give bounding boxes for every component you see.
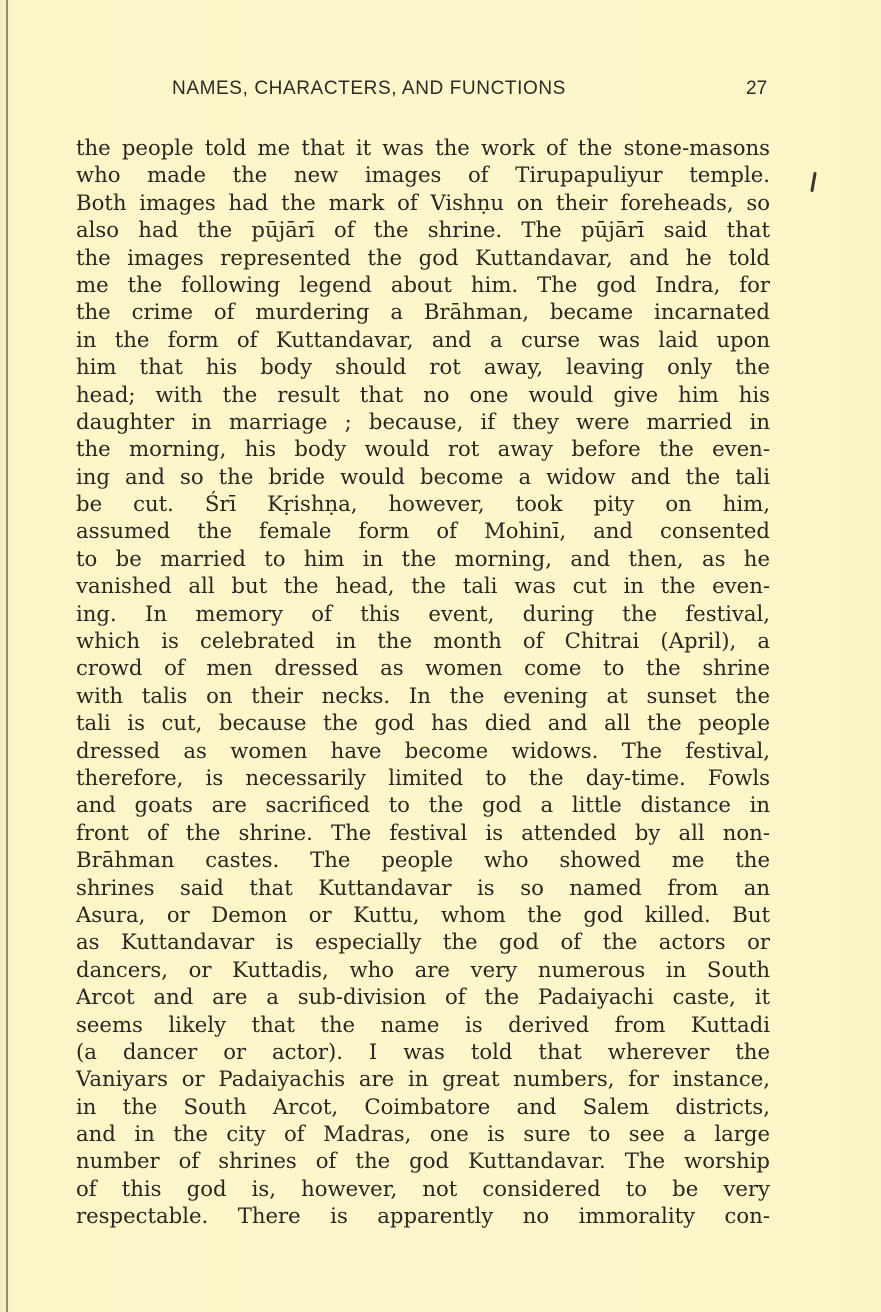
text-line: Asura, or Demon or Kuttu, whom the god killed. But xyxy=(76,901,770,927)
text-line: Vaniyars or Padaiyachis are in great numbers, for instance, xyxy=(76,1066,770,1092)
text-line: ing. In memory of this event, during the festival, xyxy=(76,600,770,626)
text-line: which is celebrated in the month of Chitrai (April), a xyxy=(76,628,770,654)
text-line: vanished all but the head, the tali was cut in the even- xyxy=(76,573,770,599)
text-line: be cut. Śrī Kṛishṇa, however, took pity on him, xyxy=(76,491,770,517)
body-text xyxy=(76,134,770,1230)
text-line: and goats are sacrificed to the god a little distance in xyxy=(76,792,770,818)
text-line: seems likely that the name is derived from Kuttadi xyxy=(76,1011,770,1037)
text-line: ing and so the bride would become a widow and the tali xyxy=(76,463,770,489)
text-line: me the following legend about him. The god Indra, for xyxy=(76,271,770,297)
text-line: tali is cut, because the god has died and all the people xyxy=(76,710,770,736)
text-line: (a dancer or actor). I was told that wherever the xyxy=(76,1038,770,1064)
text-line: the morning, his body would rot away before the even- xyxy=(76,436,770,462)
running-header xyxy=(0,78,881,108)
text-line: Both images had the mark of Vishṇu on their foreheads, so xyxy=(76,189,770,215)
text-line: to be married to him in the morning, and then, as he xyxy=(76,545,770,571)
text-line: crowd of men dressed as women come to the shrine xyxy=(76,655,770,681)
text-line: Brāhman castes. The people who showed me the xyxy=(76,847,770,873)
text-line: with talis on their necks. In the evening at sunset the xyxy=(76,682,770,708)
text-line: dancers, or Kuttadis, who are very numerous in South xyxy=(76,956,770,982)
text-line: of this god is, however, not considered to be very xyxy=(76,1175,770,1201)
text-line: also had the pūjārī of the shrine. The pūjārī said that xyxy=(76,217,770,243)
text-line: him that his body should rot away, leaving only the xyxy=(76,354,770,380)
text-line: front of the shrine. The festival is attended by all non- xyxy=(76,819,770,845)
text-line: in the South Arcot, Coimbatore and Salem districts, xyxy=(76,1093,770,1119)
text-line: the people told me that it was the work of the stone-masons xyxy=(76,135,770,160)
text-line: the images represented the god Kuttandavar, and he told xyxy=(76,244,770,270)
text-line: assumed the female form of Mohinī, and consented xyxy=(76,518,770,544)
text-line: as Kuttandavar is especially the god of the actors or xyxy=(76,929,770,955)
running-title: NAMES, CHARACTERS, AND FUNCTIONS xyxy=(172,78,566,99)
text-line: respectable. There is apparently no immorality con- xyxy=(76,1203,770,1229)
page-number: 27 xyxy=(746,78,768,99)
text-line: daughter in marriage ; because, if they were married in xyxy=(76,408,770,434)
text-line: therefore, is necessarily limited to the day-time. Fowls xyxy=(76,764,770,790)
text-line: shrines said that Kuttandavar is so named from an xyxy=(76,874,770,900)
binding-edge xyxy=(6,0,8,1312)
text-line: and in the city of Madras, one is sure to see a large xyxy=(76,1121,770,1147)
text-line: in the form of Kuttandavar, and a curse was laid upon xyxy=(76,326,770,352)
text-line: head; with the result that no one would give him his xyxy=(76,381,770,407)
text-line: number of shrines of the god Kuttandavar. The worship xyxy=(76,1148,770,1174)
text-line: the crime of murdering a Brāhman, became incarnated xyxy=(76,299,770,325)
text-line: Arcot and are a sub-division of the Padaiyachi caste, it xyxy=(76,984,770,1010)
margin-pencil-mark xyxy=(810,172,816,192)
text-line: dressed as women have become widows. The festival, xyxy=(76,737,770,763)
text-line: who made the new images of Tirupapuliyur temple. xyxy=(76,162,770,188)
